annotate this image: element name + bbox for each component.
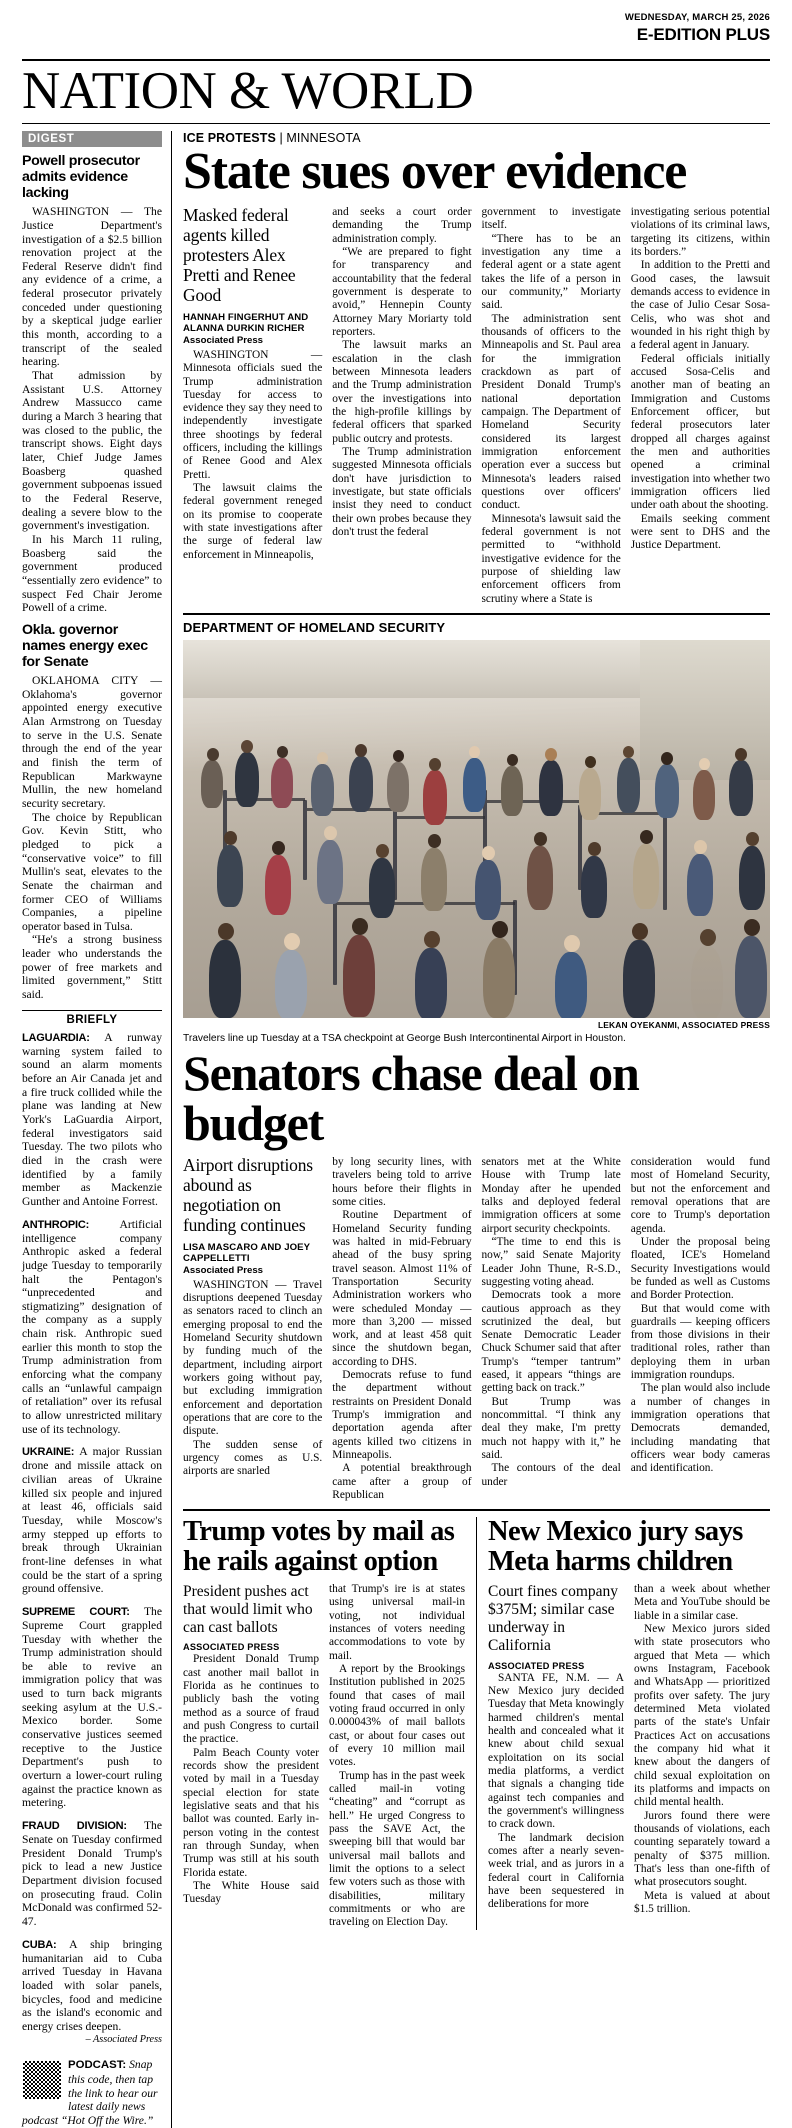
paragraph: Meta is valued at about $1.5 trillion.	[634, 1889, 770, 1915]
bottom-left-story[interactable]	[183, 1517, 477, 1929]
traveler	[739, 846, 765, 910]
paragraph: Federal officials initially accused Sosa-Celis and another man of beating an Immigration and Customs Enforcement officer, but federal prosecutors later dropped all charges against the men and authorities opened a criminal investigation into whether two immigration officers lied under oath about the shooting.	[630, 352, 770, 512]
traveler	[501, 766, 523, 816]
lead-body-columns	[183, 206, 770, 606]
section-divider	[183, 1509, 770, 1511]
story-column	[329, 1583, 465, 1930]
brief-item	[22, 1445, 162, 1596]
paragraph: Emails seeking comment were sent to DHS and the Justice Department.	[630, 512, 770, 552]
digest-body	[22, 205, 162, 615]
traveler	[579, 768, 601, 820]
traveler-head	[393, 750, 404, 762]
kicker-location: MINNESOTA	[286, 131, 361, 146]
traveler-head	[284, 933, 300, 950]
traveler	[387, 762, 409, 812]
paragraph: WASHINGTON — Minnesota officials sued the Trump administration Tuesday for access to evidence they say they need to independently investigate three shootings by federal officers, including the killings of Renee Good and Alex Pretti.	[183, 348, 323, 481]
traveler	[201, 760, 223, 808]
stanchion	[303, 800, 307, 880]
digest-column	[22, 131, 172, 2127]
bottom-left-headline[interactable]: Trump votes by mail as he rails against option	[183, 1516, 455, 1577]
story-column	[482, 1156, 621, 1503]
story-column	[183, 1156, 322, 1503]
paragraph: The lawsuit marks an escalation in the clash between Minnesota leaders and the Trump administration over the investigations into the high-profile killings by federal officers that sparked public outcry and protests.	[332, 339, 472, 445]
traveler	[369, 858, 395, 918]
paragraph: that Trump's ire is at states using universal mail-in voting, not individual instances of voters needing accommodations to vote by mail.	[329, 1583, 465, 1662]
traveler-head	[482, 846, 495, 860]
brief-lede: ANTHROPIC:	[22, 1218, 90, 1231]
paragraph: But Trump was noncommittal. “I think any deal they make, I'm pretty much not happy with it,” he said.	[481, 1395, 621, 1462]
paragraph: In his March 11 ruling, Boasberg said the government produced “essentially zero evidence” to suspect Fed Chair Jerome Powell of a crime.	[22, 532, 162, 615]
paragraph: government to investigate itself.	[481, 206, 621, 232]
traveler-head	[469, 746, 480, 758]
byline: ASSOCIATED PRESS	[183, 1642, 280, 1653]
traveler-head	[699, 758, 710, 770]
traveler	[581, 856, 607, 918]
traveler	[691, 946, 723, 1018]
bottom-left-columns	[183, 1583, 465, 1930]
photo-caption: Travelers line up Tuesday at a TSA checkpoint at George Bush Intercontinental Airport in Houston.	[183, 1032, 626, 1044]
traveler-head	[207, 748, 219, 761]
byline: LISA MASCARO AND JOEY CAPPELLETTI	[183, 1241, 311, 1265]
budget-story[interactable]	[183, 1044, 770, 1503]
traveler-head	[585, 756, 596, 768]
edition-label: E-EDITION PLUS	[636, 25, 770, 44]
budget-body-columns	[183, 1156, 770, 1503]
traveler-head	[272, 841, 285, 855]
traveler	[693, 770, 715, 820]
brief-text: The Supreme Court grappled Tuesday with whether the Trump administration should be able to revive an immigration policy that was used to turn back migrants seeking asylum at the U.S.-Mexico border. Some conservative justices seemed receptive to the Justice Department's push to overturn a lower-court ruling against the practice known as metering.	[22, 1604, 162, 1810]
paragraph: A report by the Brookings Institution published in 2025 found that cases of mail voting fraud occurred in only 0.000043% of mail ballots cast, or about four cases out of every 10 million mail votes.	[329, 1663, 465, 1769]
story-column	[634, 1583, 770, 1916]
story-column	[631, 1156, 770, 1503]
paragraph: senators met at the White House with Trump late Monday after he upended talks and deployed federal immigration officers at some airport security checkpoints.	[481, 1155, 621, 1235]
traveler-head	[324, 826, 337, 840]
section-header	[22, 59, 770, 124]
brief-lede: UKRAINE:	[22, 1446, 75, 1459]
story-column	[488, 1583, 624, 1916]
paragraph: OKLAHOMA CITY — Oklahoma's governor appointed energy executive Alan Armstrong on Tuesday to serve in the U.S. Senate through the end of the year and finish the term of Republican Markwayne Mullin, the new homeland security secretary.	[22, 674, 162, 810]
story-deck: Airport disruptions abound as negotiation on funding continues	[183, 1154, 313, 1235]
photo-credit: LEKAN OYEKANMI, ASSOCIATED PRESS	[597, 1019, 770, 1030]
paragraph: In addition to the Pretti and Good cases, the lawsuit demands access to evidence in the case of Julio Cesar Sosa-Celis, who was shot and wounded in his right thigh by a federal agent in January.	[630, 259, 770, 352]
paragraph: consideration would fund most of Homeland Security, but not the enforcement and removal operations that are core to Trump's deportation agenda.	[630, 1155, 770, 1235]
bottom-right-headline[interactable]: New Mexico jury says Meta harms children	[488, 1516, 743, 1577]
paragraph: Democrats refuse to fund the department without restraints on President Donald Trump's immigration and deportation agenda after agents killed two citizens in Minneapolis.	[332, 1369, 472, 1462]
paragraph: WASHINGTON — Travel disruptions deepened Tuesday as senators raced to clinch an emerging proposal to end the Homeland Security shutdown by funding much of the department, including airport workers going without pay, but excluding immigration enforcement and deportation operations that are core to the dispute.	[183, 1278, 323, 1438]
traveler	[623, 940, 655, 1018]
brief-lede: SUPREME COURT:	[22, 1605, 130, 1618]
traveler	[655, 764, 679, 818]
paragraph: The Trump administration suggested Minnesota officials don't have jurisdiction to investigate, but state officials insist they need to conduct their own probes because they don't trust the federal	[332, 445, 472, 538]
digest-body	[22, 674, 162, 1002]
budget-headline[interactable]: Senators chase deal on budget	[183, 1044, 639, 1151]
digest-item[interactable]	[22, 622, 162, 1002]
story-column	[332, 206, 471, 606]
publication-date: WEDNESDAY, MARCH 25, 2026	[624, 12, 770, 23]
paragraph: The landmark decision comes after a nearly seven-week trial, and as jurors in a federal court in California have been sequestered in deliberations for more	[488, 1831, 624, 1911]
brief-text: A major Russian drone and missile attack on civilian areas of Ukraine killed six people and injured at least 46, officials said Tuesday, while Moscow's army stepped up efforts to break through Ukrainian front-line defenses in what could be the start of a spring ground offensive.	[22, 1445, 162, 1596]
bottom-stories	[183, 1517, 770, 1929]
traveler	[527, 846, 553, 910]
paragraph: Routine Department of Homeland Security funding was halted in mid-February ahead of the busy spring travel season. Almost 11% of Transportation Security Administration workers who were scheduled Monday — more than 3,200 — missed work, and at least 458 quit since the shutdown began, according to DHS.	[332, 1209, 472, 1368]
brief-text: Artificial intelligence company Anthropic asked a federal judge Tuesday to temporarily halt the Pentagon's “unprecedented and stigmatizing” designation of the company as a supply chain risk. Anthropic sued earlier this month to stop the Trump administration from enforcing what the company calls an “unlawful campaign of retaliation” over its refusal to allow unrestricted military use of its technology.	[22, 1217, 162, 1436]
story-deck: Court fines company $375M; similar case underway in California	[488, 1583, 619, 1655]
paragraph: “The time to end this is now,” said Senate Majority Leader John Thune, R-S.D., suggesting voting ahead.	[481, 1235, 621, 1288]
stanchion	[333, 895, 337, 985]
byline-organization: Associated Press	[183, 335, 263, 347]
traveler	[317, 840, 343, 904]
podcast-label: PODCAST:	[68, 2059, 127, 2072]
story-deck: Masked federal agents killed protesters Alex Pretti and Renee Good	[183, 205, 296, 305]
digest-headline: Okla. governor names energy exec for Senate	[22, 621, 148, 670]
traveler-head	[428, 834, 441, 848]
brief-item	[22, 1819, 162, 1929]
traveler	[463, 758, 486, 812]
traveler	[687, 854, 713, 916]
traveler	[235, 752, 259, 807]
stanchion	[663, 815, 667, 910]
brief-text: The Senate on Tuesday confirmed President Donald Trump's pick to lead a new Justice Department division focused on prosecuting fraud. Colin McDonald was confirmed 52-47.	[22, 1819, 162, 1928]
kicker-topic: ICE PROTESTS	[183, 131, 276, 146]
digest-item[interactable]	[22, 153, 162, 615]
digest-credit: – Associated Press	[85, 2034, 162, 2046]
paragraph: “There has to be an investigation any time a federal agent or a state agent takes the life of a person in our community,” Moriarty said.	[481, 232, 621, 312]
story-column	[482, 206, 621, 606]
paragraph: But that would come with guardrails — keeping officers from those divisions in their traditional roles, rather than deploying them in urban immigration roundups.	[630, 1302, 770, 1382]
brief-item	[22, 1031, 162, 1209]
brief-text: A runway warning system failed to sound an alarm moments before an Air Canada jet and a fire truck collided while the plane was landing at New York's LaGuardia Airport, federal investigators said Tuesday. The two pilots who died in the crash were identified by a family member as Mackenzie Gunther and Antoine Forrest.	[22, 1030, 162, 1208]
traveler-head	[317, 752, 328, 764]
traveler	[539, 760, 563, 816]
traveler	[633, 844, 659, 909]
lead-story[interactable]	[183, 131, 770, 606]
photo-package-flag: DEPARTMENT OF HOMELAND SECURITY	[183, 619, 446, 635]
paragraph: Jurors found there were thousands of violations, each counting separately toward a penalty of $375 million. That's less than one-fifth of what prosecutors sought.	[634, 1809, 770, 1889]
traveler	[729, 760, 753, 816]
traveler	[415, 948, 447, 1018]
paragraph: That admission by Assistant U.S. Attorney Andrew Massucco came during a March 3 hearing that was closed to the public, the transcript shows. Eight days later, Chief Judge James Boasberg quashed government subpoenas issued to the Federal Reserve, dealing a severe blow to the government's investigation.	[22, 369, 162, 533]
traveler	[423, 770, 447, 825]
traveler	[349, 756, 373, 812]
traveler-head	[376, 844, 389, 858]
podcast-text: Snap this code, then tap the link to hear our latest daily news podcast “Hot Off the Wire.”	[22, 2058, 158, 2127]
traveler-head	[640, 830, 653, 844]
paragraph: The plan would also include a number of changes in immigration operations that Democrats demanded, including mandating that officers wear body cameras and identification.	[630, 1382, 770, 1475]
paragraph: The contours of the deal under	[481, 1462, 621, 1488]
traveler	[311, 764, 334, 816]
traveler	[217, 845, 243, 907]
traveler-head	[632, 923, 648, 940]
brief-item	[22, 1605, 162, 1810]
paragraph: The choice by Republican Gov. Kevin Stitt, who pledged to pick a “conservative voice” to fill Mullin's seat, elevates to the Senate the chairman and former CEO of Williams Companies, a pipeline operator based in Tulsa.	[22, 810, 162, 933]
paragraph: New Mexico jurors sided with state prosecutors who argued that Meta — which owns Instagram, Facebook and WhatsApp — prioritized profits over safety. The jury determined Meta violated parts of the state's Unfair Practices Act on accusations the company hid what it knew about the dangers of child sexual exploitation on its platforms and impacts on child mental health.	[634, 1623, 770, 1809]
traveler-head	[277, 746, 288, 758]
story-column	[183, 206, 322, 606]
section-divider	[183, 613, 770, 615]
photo-package	[183, 620, 770, 1044]
traveler-head	[735, 748, 747, 761]
story-column	[183, 1583, 319, 1930]
paragraph: “We are prepared to fight for transparency and accountability that the federal government is desperate to avoid,” Hennepin County Attorney Mary Moriarty told reporters.	[332, 246, 472, 338]
paragraph: The sudden sense of urgency comes as U.S. airports are snarled	[183, 1438, 323, 1478]
masthead-date-block	[22, 0, 770, 45]
qr-code-icon[interactable]	[22, 2060, 62, 2100]
content-column	[172, 131, 770, 2127]
traveler-head	[694, 840, 707, 854]
traveler-head	[241, 740, 253, 753]
traveler-head	[507, 754, 518, 766]
traveler	[343, 935, 375, 1017]
traveler	[735, 936, 767, 1018]
briefly-flag: BRIEFLY	[22, 1010, 162, 1026]
digest-flag: DIGEST	[22, 131, 162, 147]
news-photo	[183, 640, 770, 1018]
paragraph: Under the proposal being floated, ICE's Homeland Security Investigations would be funded as well as Customs and Border Protection.	[630, 1235, 770, 1302]
brief-lede: CUBA:	[22, 1938, 57, 1951]
traveler-head	[429, 758, 441, 771]
traveler-head	[424, 931, 440, 948]
main-layout	[22, 131, 770, 2127]
traveler-head	[355, 744, 367, 757]
traveler-head	[352, 918, 368, 935]
paragraph: investigating serious potential violations of its criminal laws, targeting its citizens, within its borders.”	[630, 206, 770, 259]
traveler-head	[224, 831, 237, 845]
traveler	[555, 952, 587, 1018]
traveler-head	[492, 921, 508, 938]
byline: HANNAH FINGERHUT AND ALANNA DURKIN RICHER	[183, 311, 309, 335]
story-column	[631, 206, 770, 606]
traveler-head	[746, 832, 759, 846]
paragraph: The lawsuit claims the federal government reneged on its promise to cooperate with state investigations after the surge of federal law enforcement in Minneapolis,	[183, 482, 323, 561]
paragraph: The administration sent thousands of officers to the Minneapolis and St. Paul area for the immigration crackdown as part of President Donald Trump's national deportation campaign. The Department of Homeland Security considered its largest immigration enforcement operation ever a success but Minnesota's leaders raised questions over officers' conduct.	[481, 312, 621, 512]
paragraph: “He's a strong business leader who understands the power of free markets and limited government,” Stitt said.	[22, 933, 162, 1002]
traveler-head	[588, 842, 601, 856]
bottom-right-story[interactable]	[477, 1517, 770, 1929]
paragraph: A potential breakthrough came after a group of Republican	[332, 1462, 472, 1502]
paragraph: WASHINGTON — The Justice Department's investigation of a $2.5 billion renovation project at the Federal Reserve didn't find any evidence of a crime, a federal prosecutor privately conceded under questioning by a skeptical judge earlier this month, according to a transcript of the sealed hearing.	[22, 205, 162, 369]
traveler-head	[623, 746, 634, 758]
section-title: NATION & WORLD	[22, 62, 474, 120]
brief-lede: LAGUARDIA:	[22, 1031, 90, 1044]
paragraph: The White House said Tuesday	[183, 1880, 319, 1906]
traveler-head	[564, 935, 580, 952]
traveler	[275, 950, 307, 1018]
traveler-head	[661, 752, 673, 765]
traveler	[209, 940, 241, 1018]
paragraph: Democrats took a more cautious approach as they scrutinized the deal, but Senate Democratic Leader Chuck Schumer said that after Trump's “temper tantrum” eased, it appears “things are getting back on track.”	[481, 1289, 621, 1395]
bottom-right-columns	[488, 1583, 770, 1916]
traveler	[483, 938, 515, 1018]
paragraph: and seeks a court order demanding the Trump administration comply.	[332, 206, 472, 245]
byline: ASSOCIATED PRESS	[488, 1660, 585, 1671]
traveler-head	[545, 748, 557, 761]
digest-headline: Powell prosecutor admits evidence lacking	[22, 153, 140, 202]
story-column	[332, 1156, 471, 1503]
brief-item	[22, 1218, 162, 1437]
paragraph: SANTA FE, N.M. — A New Mexico jury decided Tuesday that Meta knowingly harmed children's mental health and concealed what it knew about child sexual exploitation on its social media platforms, a verdict that signals a changing tide against tech companies and the government's willingness to crack down.	[488, 1671, 624, 1831]
paragraph: Minnesota's lawsuit said the federal government is not permitted to “withhold investigative evidence for the purpose of shielding law enforcement officers from scrutiny where a State is	[481, 512, 621, 605]
traveler	[265, 855, 291, 915]
traveler-head	[700, 929, 716, 946]
brief-item	[22, 1938, 162, 2034]
traveler-head	[534, 832, 547, 846]
podcast-promo[interactable]	[22, 2058, 162, 2127]
traveler	[617, 758, 640, 813]
story-deck: President pushes act that would limit who can cast ballots	[183, 1583, 313, 1637]
brief-lede: FRAUD DIVISION:	[22, 1820, 127, 1833]
traveler-head	[744, 919, 760, 936]
traveler-head	[218, 923, 234, 940]
paragraph: than a week about whether Meta and YouTube should be liable in a similar case.	[634, 1583, 770, 1622]
traveler	[271, 758, 293, 808]
brief-text: A ship bringing humanitarian aid to Cuba arrived Tuesday in Havana loaded with solar panels, bicycles, food and medicine as the island's economic and energy crises deepen.	[22, 1937, 162, 2033]
lead-headline[interactable]: State sues over evidence	[183, 143, 687, 201]
traveler	[421, 848, 447, 911]
paragraph: by long security lines, with travelers being told to arrive hours before their flights in some cities.	[332, 1155, 472, 1208]
paragraph: Trump has in the past week called mail-in voting “cheating” and “corrupt as hell.” He urged Congress to pass the SAVE Act, the sweeping bill that would bar universal mail ballots and limit the options to a select few voters such as those with disabilities, military commitments or who are traveling on Election Day.	[329, 1769, 465, 1929]
byline-organization: Associated Press	[183, 1265, 263, 1277]
paragraph: Palm Beach County voter records show the president voted by mail in a Tuesday special election for state legislative seats and that his ballot was counted. Early in-person voting in the contest ran through Sunday, when Trump was still at his south Florida estate.	[183, 1746, 319, 1879]
paragraph: President Donald Trump cast another mail ballot in Florida as he continues to publicly bash the voting method as a source of fraud and push Congress to curtail the practice.	[183, 1653, 319, 1746]
traveler	[475, 860, 501, 920]
kicker-separator: |	[275, 131, 287, 146]
